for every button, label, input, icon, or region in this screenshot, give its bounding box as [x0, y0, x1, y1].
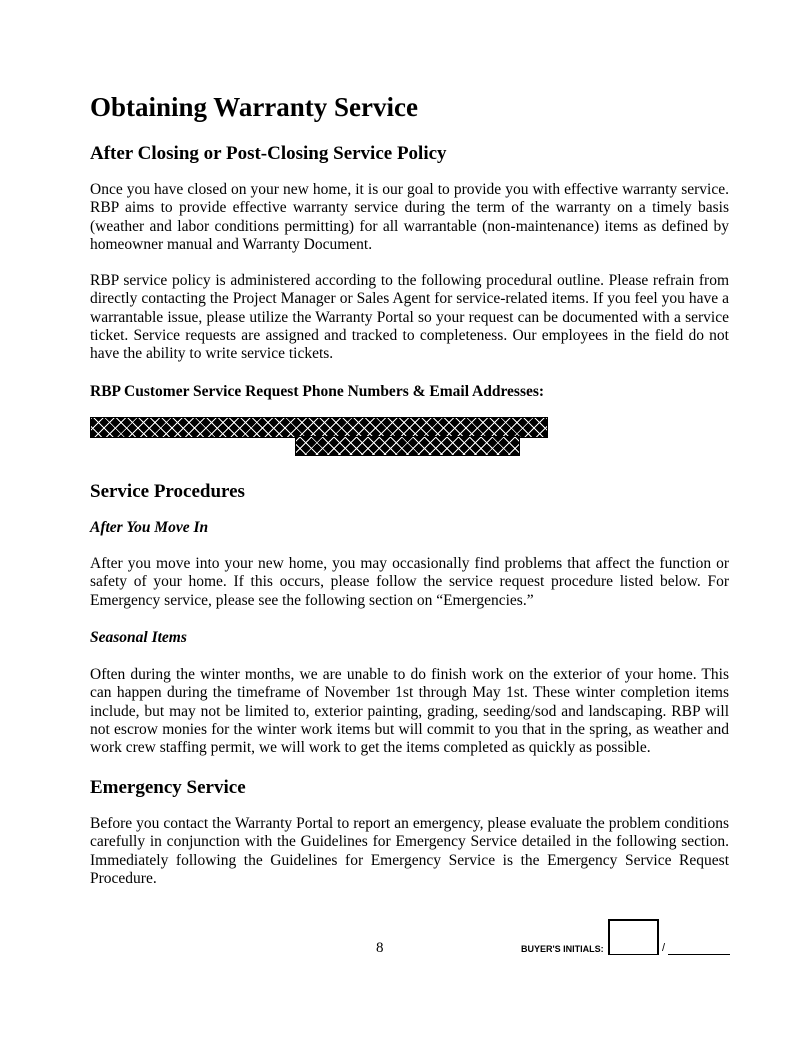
initials-slash: / — [662, 942, 666, 954]
subheading-seasonal-items: Seasonal Items — [90, 629, 187, 646]
paragraph-after-move-in: After you move into your new home, you may occasionally find problems that affect the function or safety of your home. If this occurs, please follow the service request procedure listed below. For Emergency service, please see the following section on “Emergencies.” — [90, 555, 729, 609]
paragraph-service-policy: RBP service policy is administered according to the following procedural outline. Please refrain from directly contacting the Project Manager or Sales Agent for service-related items. If you feel you have a warrantable issue, please utilize the Warranty Portal so your request can be documented with a service ticket. Service requests are assigned and tracked to completeness. Our employees in the field do not have the ability to write service tickets. — [90, 272, 729, 363]
section-heading-post-closing: After Closing or Post-Closing Service Policy — [90, 143, 447, 164]
redacted-block — [90, 417, 548, 438]
paragraph-seasonal-items: Often during the winter months, we are unable to do finish work on the exterior of your home. This can happen during the timeframe of November 1st through May 1st. These winter completion items include, but may not be limited to, exterior painting, grading, seeding/sod and landscaping. RBP will not escrow monies for the winter work items but will commit to you that in the spring, as weather and work crew staffing permit, we will work to get the items completed as quickly as possible. — [90, 666, 729, 757]
page-number: 8 — [376, 940, 384, 956]
subheading-after-move-in: After You Move In — [90, 519, 209, 536]
paragraph-emergency-service: Before you contact the Warranty Portal to report an emergency, please evaluate the problem conditions carefully in conjunction with the Guidelines for Emergency Service detailed in the following section. Immediately following the Guidelines for Emergency Service is the Emergency Service Request Procedure. — [90, 815, 729, 887]
section-heading-emergency-service: Emergency Service — [90, 777, 246, 798]
section-heading-service-procedures: Service Procedures — [90, 481, 245, 502]
redacted-block — [295, 436, 520, 456]
initials-box[interactable] — [608, 919, 659, 955]
contacts-heading: RBP Customer Service Request Phone Numbers & Email Addresses: — [90, 383, 545, 400]
initials-line[interactable] — [668, 954, 730, 955]
initials-label: BUYER'S INITIALS: — [521, 944, 604, 954]
page-title: Obtaining Warranty Service — [90, 92, 418, 122]
paragraph-warranty-goal: Once you have closed on your new home, it is our goal to provide you with effective warranty service. RBP aims to provide effective warranty service during the term of the warranty on a timely basis (weather and labor conditions permitting) for all warrantable (non-maintenance) items as defined by homeowner manual and Warranty Document. — [90, 181, 729, 253]
